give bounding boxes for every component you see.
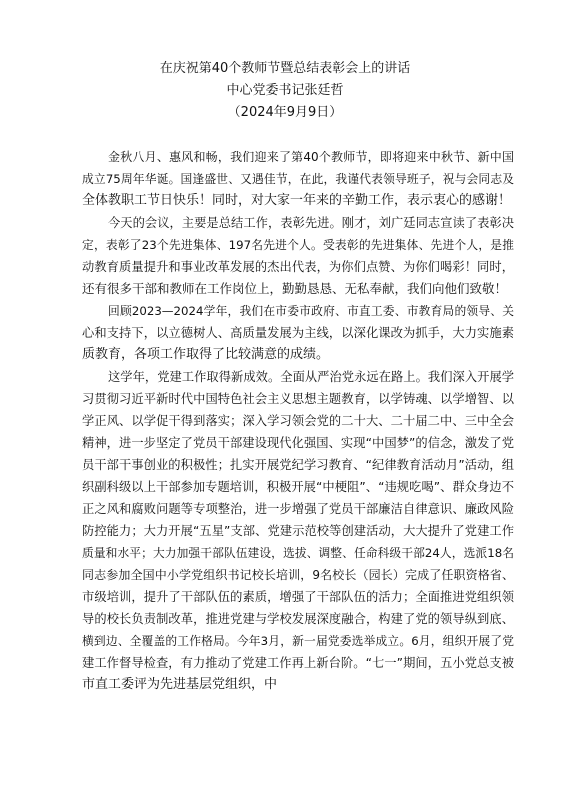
speech-body (82, 146, 514, 696)
paragraph-line: 质教育，各项工作取得了比较满意的成绩。 (82, 347, 330, 362)
paragraph-meeting-purpose (82, 212, 514, 300)
paragraph-line: 正之风和腐败问题等专项整治，进一步增强了党员干部廉洁自律意识、廉政风险 (82, 502, 514, 516)
paragraph-line: 防控能力；大力开展“五星”支部、党建示范校等创建活动，大大提升了党建工作 (82, 524, 514, 538)
paragraph-line: 导的校长负责制改革，推进党建与学校发展深度融合，构建了党的领导纵到底、 (82, 612, 514, 626)
paragraph-line: 市直工委评为先进基层党组织，中 (82, 677, 278, 692)
paragraph-line: 全体教职工节日快乐！同时，对大家一年来的辛勤工作，表示衷心的感谢！ (82, 193, 512, 208)
paragraph-line: 精神，进一步坚定了党员干部建设现代化强国、实现“中国梦”的信念，激发了党 (82, 436, 514, 450)
speech-title: 在庆祝第40个教师节暨总结表彰会上的讲话 (159, 61, 411, 76)
paragraph-review (82, 300, 514, 366)
paragraph-greeting (82, 146, 514, 212)
paragraph-line: 定，表彰了23个先进集体、197名先进个人。受表彰的先进集体、先进个人，是推 (82, 238, 514, 252)
speech-date: （2024年9月9日） (227, 105, 343, 120)
paragraph-line: 质量和水平；大力加强干部队伍建设，选拔、调整、任命科级干部24人，选派18名 (82, 546, 514, 560)
paragraph-line: 同志参加全国中小学党组织书记校长培训，9名校长（园长）完成了任职资格省、 (82, 568, 514, 582)
speech-header (0, 58, 570, 124)
paragraph-line: 建工作督导检查，有力推动了党建工作再上新台阶。“七一”期间，五小党总支被 (82, 656, 514, 670)
paragraph-line: 员干部干事创业的积极性；扎实开展党纪学习教育、“纪律教育活动月”活动，组 (82, 458, 514, 472)
paragraph-line: 动教育质量提升和事业改革发展的杰出代表，为你们点赞、为你们喝彩！同时， (82, 260, 514, 274)
paragraph-line: 还有很多干部和教师在工作岗位上，勤勤恳恳、无私奉献，我们向他们致敬！ (82, 281, 508, 296)
paragraph-line: 金秋八月、惠风和畅，我们迎来了第40个教师节，即将迎来中秋节、新中国 (108, 150, 514, 164)
paragraph-line: 成立75周年华诞。国逢盛世、又遇佳节，在此，我谨代表领导班子，祝与会同志及 (82, 172, 514, 186)
paragraph-party-building (82, 366, 514, 696)
paragraph-line: 学正风、以学促干得到落实；深入学习领会党的二十大、二十届二中、三中全会 (82, 414, 514, 428)
paragraph-line: 横到边、全覆盖的工作格局。今年3月，新一届党委选举成立。6月，组织开展了党 (82, 634, 514, 648)
paragraph-line: 习贯彻习近平新时代中国特色社会主义思想主题教育，以学铸魂、以学增智、以 (82, 392, 514, 406)
paragraph-line: 这学年，党建工作取得新成效。全面从严治党永远在路上。我们深入开展学 (108, 370, 514, 384)
paragraph-line: 心和支持下，以立德树人、高质量发展为主线，以深化课改为抓手，大力实施素 (82, 326, 514, 340)
paragraph-line: 市级培训，提升了干部队伍的素质，增强了干部队伍的活力；全面推进党组织领 (82, 590, 514, 604)
paragraph-line: 织副科级以上干部参加专题培训，积极开展“中梗阻”、“违规吃喝”、群众身边不 (82, 480, 514, 494)
paragraph-line: 回顾2023—2024学年，我们在市委市政府、市直工委、市教育局的领导、关 (108, 304, 514, 318)
paragraph-line: 今天的会议，主要是总结工作，表彰先进。刚才，刘广廷同志宣读了表彰决 (108, 216, 514, 230)
speaker-line: 中心党委书记张廷哲 (226, 83, 344, 98)
